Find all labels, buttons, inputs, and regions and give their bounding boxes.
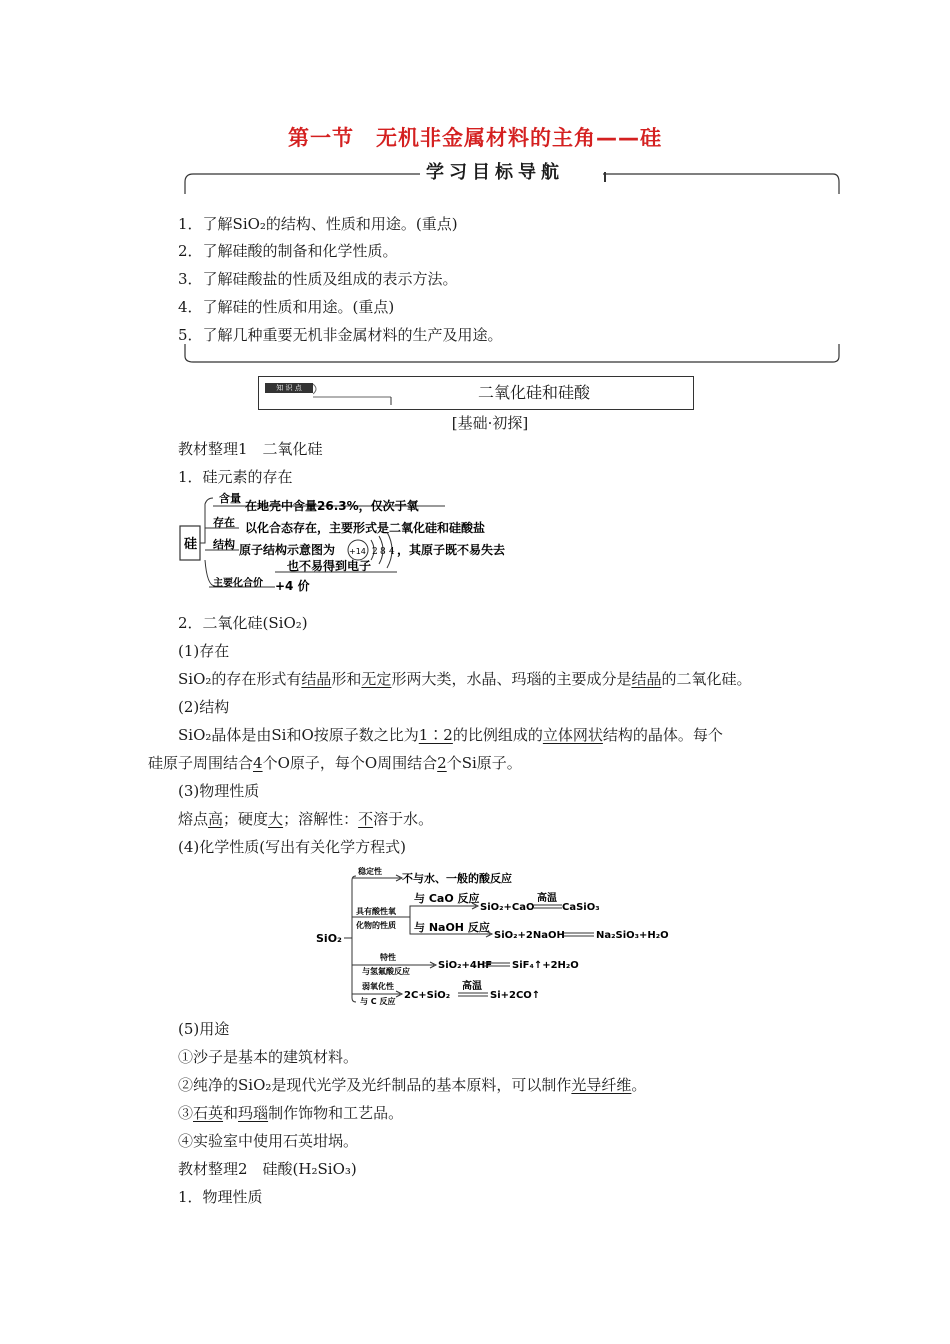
goal-item: 4．了解硅的性质和用途。(重点)	[178, 298, 395, 316]
equation: 2C+SiO₂	[404, 990, 451, 1001]
paragraph: SiO₂晶体是由Si和O按原子数之比为1∶2的比例组成的立体网状结构的晶体。每个	[178, 726, 723, 744]
silicon-diagram	[175, 490, 535, 600]
branch-subtext: 与 NaOH 反应	[414, 921, 490, 934]
diagram-root: SiO₂	[316, 932, 342, 945]
sio2-properties-diagram	[312, 862, 672, 1012]
branch-label: 与 C 反应	[360, 997, 396, 1006]
product: SiF₄↑+2H₂O	[512, 960, 579, 971]
item-heading: (3)物理性质	[178, 782, 260, 800]
goal-item: 5．了解几种重要无机非金属材料的生产及用途。	[178, 326, 503, 344]
branch-label: 化物的性质	[356, 921, 396, 930]
paragraph: 硅原子周围结合4个O原子，每个O周围结合2个Si原子。	[148, 754, 522, 772]
use-item: ④实验室中使用石英坩埚。	[178, 1132, 359, 1150]
content-text: 在地壳中含量26.3%，仅次于氧	[245, 499, 419, 513]
nucleus-charge: +14	[349, 547, 366, 556]
section-heading: 教材整理2 硅酸(H₂SiO₃)	[178, 1160, 357, 1178]
sub-heading: 1．硅元素的存在	[178, 468, 293, 486]
branch-label: 与氢氟酸反应	[362, 967, 410, 976]
shell-electrons: 2	[372, 547, 378, 557]
sub-heading: 2．二氧化硅(SiO₂)	[178, 614, 308, 632]
knowledge-badge: 知 识 点	[265, 383, 313, 393]
goal-item: 1．了解SiO₂的结构、性质和用途。(重点)	[178, 215, 458, 233]
knowledge-badge-decor	[313, 381, 393, 405]
page-title: 第一节 无机非金属材料的主角——硅	[288, 126, 662, 150]
goal-item: 2．了解硅酸的制备和化学性质。	[178, 242, 398, 260]
existence-text: 以化合态存在，主要形式是二氧化硅和硅酸盐	[245, 521, 486, 535]
branch-subtext: 与 CaO 反应	[414, 892, 480, 905]
goals-heading: 学习目标导航	[420, 158, 570, 184]
structure-text: 原子结构示意图为	[239, 543, 336, 557]
use-item: ②纯净的SiO₂是现代光学及光纤制品的基本原料，可以制作光导纤维。	[178, 1076, 647, 1094]
label-structure: 结构	[213, 538, 235, 551]
branch-label: 弱氧化性	[362, 982, 394, 991]
branch-text: 不与水、一般的酸反应	[402, 872, 512, 885]
knowledge-title: 二氧化硅和硅酸	[478, 383, 591, 402]
valence-text: +4 价	[275, 579, 310, 593]
knowledge-tag: [基础·初探]	[451, 414, 529, 432]
equation: SiO₂+2NaOH	[494, 930, 565, 941]
equation: SiO₂+CaO	[480, 902, 535, 913]
knowledge-title-box	[258, 376, 694, 410]
item-heading: (2)结构	[178, 698, 230, 716]
branch-label: 特性	[380, 953, 396, 962]
branch-label: 稳定性	[358, 867, 382, 876]
item-heading: (4)化学性质(写出有关化学方程式)	[178, 838, 406, 856]
label-existence: 存在	[213, 516, 235, 529]
use-item: ①沙子是基本的建筑材料。	[178, 1048, 359, 1066]
label-valence: 主要化合价	[213, 578, 263, 589]
structure-text-3: 也不易得到电子	[287, 559, 372, 573]
label-content: 含量	[219, 492, 241, 505]
item-heading: (1)存在	[178, 642, 230, 660]
goal-item: 3．了解硅酸盐的性质及组成的表示方法。	[178, 270, 458, 288]
diagram-root: 硅	[184, 537, 198, 552]
paragraph: SiO₂的存在形式有结晶形和无定形两大类，水晶、玛瑙的主要成分是结晶的二氧化硅。	[178, 670, 752, 688]
sub-heading: 1．物理性质	[178, 1188, 263, 1206]
item-heading: (5)用途	[178, 1020, 230, 1038]
condition: 高温	[462, 981, 482, 992]
condition: 高温	[537, 893, 557, 904]
shell-electrons: 8	[380, 547, 386, 557]
shell-electrons: 4	[389, 547, 395, 557]
paragraph: 熔点高；硬度大；溶解性：不溶于水。	[178, 810, 434, 828]
structure-text-2: ，其原子既不易失去	[397, 543, 506, 557]
product: Si+2CO↑	[490, 990, 541, 1001]
equation: SiO₂+4HF	[438, 960, 493, 971]
use-item: ③石英和玛瑙制作饰物和工艺品。	[178, 1104, 404, 1122]
product: Na₂SiO₃+H₂O	[596, 930, 669, 941]
product: CaSiO₃	[562, 902, 600, 913]
branch-label: 具有酸性氧	[356, 907, 396, 916]
section-heading: 教材整理1 二氧化硅	[178, 440, 323, 458]
